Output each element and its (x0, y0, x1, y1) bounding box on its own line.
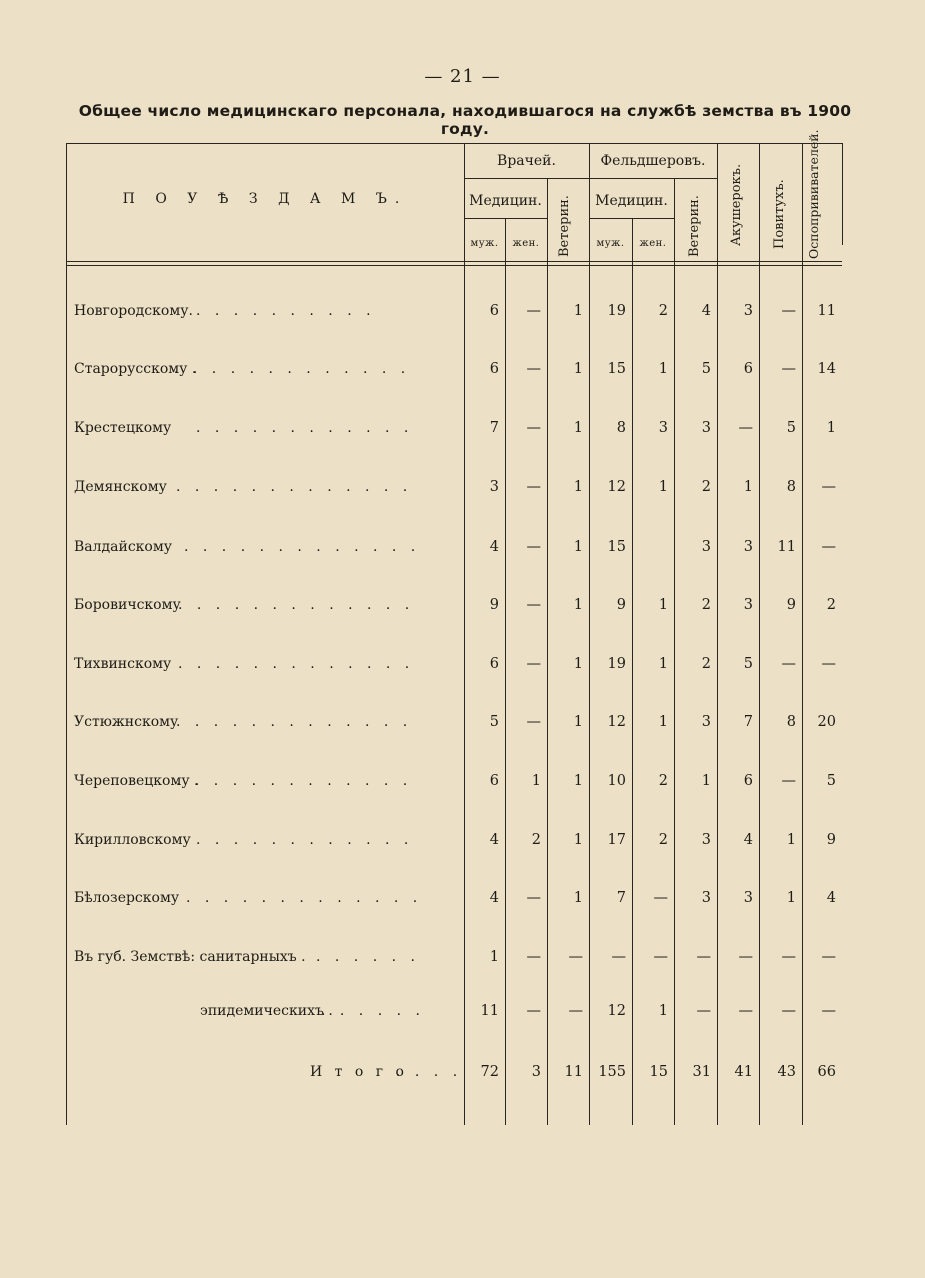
cell-value: 9 (786, 597, 796, 613)
page-number: — 21 — (424, 66, 501, 87)
cell-value: 12 (607, 479, 626, 495)
table-row (66, 832, 842, 856)
cell-value: 7 (489, 420, 499, 436)
cell-value: — (821, 479, 836, 495)
cell-value: 1 (573, 890, 583, 906)
cell-value: — (526, 479, 541, 495)
leader-dots: . . . . . . . . . . . . . (186, 890, 423, 906)
cell-value: 66 (817, 1064, 836, 1080)
doctors-medical-header: Медицин. (469, 193, 542, 209)
cell-value: 15 (607, 361, 626, 377)
cell-value: 2 (826, 597, 836, 613)
staff-table (66, 129, 842, 1125)
leader-dots: . . . . . . . . . . . . . (184, 539, 421, 555)
header-line (464, 218, 547, 219)
cell-value: 1 (573, 714, 583, 730)
cell-value: 6 (489, 656, 499, 672)
col-line (802, 143, 803, 1125)
table-row (66, 361, 842, 385)
col-line (842, 143, 843, 245)
cell-value: 1 (489, 949, 499, 965)
cell-value: — (653, 949, 668, 965)
row-label: Череповецкому . (74, 773, 199, 789)
row-label: Устюжнскому (74, 714, 179, 730)
leader-dots: . . . . . . . . . . . . (196, 420, 414, 436)
cell-value: — (526, 656, 541, 672)
page-title: Общее число медицинскаго персонала, находившагося на службѣ земства въ 1900 году. (78, 102, 852, 138)
cell-value: 4 (489, 832, 499, 848)
cell-value: — (568, 1003, 583, 1019)
table-row (66, 1003, 842, 1027)
table-row (66, 714, 842, 738)
cell-value: 3 (489, 479, 499, 495)
cell-value: 3 (743, 890, 753, 906)
leader-dots: . . . . . . . . . . . . (196, 832, 414, 848)
cell-value: 1 (573, 303, 583, 319)
table-row (66, 420, 842, 444)
cell-value: 1 (573, 479, 583, 495)
cell-value: 4 (489, 890, 499, 906)
cell-value: 6 (489, 361, 499, 377)
cell-value: 1 (658, 597, 668, 613)
cell-value: — (526, 714, 541, 730)
cell-value: 2 (701, 656, 711, 672)
cell-value: — (781, 303, 796, 319)
cell-value: 1 (658, 656, 668, 672)
cell-value: 2 (658, 832, 668, 848)
cell-value: 3 (743, 597, 753, 613)
table-row (66, 656, 842, 680)
cell-value: 1 (658, 479, 668, 495)
cell-value: — (781, 1003, 796, 1019)
district-header: П О У Ѣ З Д А М Ъ. (122, 191, 408, 207)
cell-value: 3 (701, 890, 711, 906)
vaccinators-header-text: Оспопрививателей. (806, 129, 821, 259)
cell-value: 72 (480, 1064, 499, 1080)
feldshers-male-header: муж. (596, 238, 625, 249)
cell-value: — (821, 1003, 836, 1019)
table-row (66, 303, 842, 327)
cell-value: 4 (743, 832, 753, 848)
header-top-line (66, 143, 842, 144)
cell-value: 1 (573, 656, 583, 672)
cell-value: — (821, 949, 836, 965)
leader-dots: . . . . . . (321, 1003, 425, 1019)
cell-value: 2 (658, 773, 668, 789)
cell-value: 1 (743, 479, 753, 495)
cell-value: 11 (564, 1064, 583, 1080)
cell-value: 14 (817, 361, 836, 377)
cell-value: 1 (658, 714, 668, 730)
cell-value: 17 (607, 832, 626, 848)
cell-value: — (611, 949, 626, 965)
cell-value: 5 (826, 773, 836, 789)
cell-value: — (821, 539, 836, 555)
col-line (759, 143, 760, 1125)
feldshers-veterinary-header: Ветерин. (687, 195, 702, 257)
cell-value: 3 (658, 420, 668, 436)
cell-value: 1 (786, 890, 796, 906)
cell-value: 1 (573, 597, 583, 613)
table-row (66, 949, 842, 973)
col-line (717, 143, 718, 1125)
col-line (66, 143, 67, 1125)
table-row (66, 773, 842, 797)
cell-value: — (526, 890, 541, 906)
cell-value: 8 (786, 479, 796, 495)
doctors-veterinary-header: Ветерин. (557, 195, 572, 257)
table-row (66, 890, 842, 914)
cell-value: 20 (817, 714, 836, 730)
cell-value: 2 (701, 479, 711, 495)
cell-value: 15 (607, 539, 626, 555)
cell-value: 19 (607, 303, 626, 319)
cell-value: 3 (743, 539, 753, 555)
cell-value: — (526, 539, 541, 555)
cell-value: — (696, 1003, 711, 1019)
row-label: эпидемическихъ . (200, 1003, 333, 1019)
row-label: Демянскому (74, 479, 167, 495)
table-row (66, 479, 842, 503)
cell-value: 3 (743, 303, 753, 319)
cell-value: — (526, 361, 541, 377)
header-line (464, 178, 717, 179)
feldshers-header: Фельдшеровъ. (600, 153, 706, 169)
row-label: Старорусскому . (74, 361, 197, 377)
leader-dots: . . . . . . . . . . . . . (178, 597, 415, 613)
cell-value: 4 (701, 303, 711, 319)
leader-dots: . . . . . . . . . . . . . (178, 656, 415, 672)
leader-dots: . . . . . . . . . . . . . (176, 479, 413, 495)
cell-value: — (653, 890, 668, 906)
cell-value: 2 (701, 597, 711, 613)
cell-value: 11 (480, 1003, 499, 1019)
feldshers-female-header: жен. (639, 238, 667, 249)
col-line (464, 143, 465, 1125)
cell-value: 9 (826, 832, 836, 848)
row-label: Тихвинскому (74, 656, 172, 672)
cell-value: — (526, 1003, 541, 1019)
row-label: Крестецкому (74, 420, 172, 436)
cell-value: 6 (743, 773, 753, 789)
leader-dots: . . . . . . . . . . . . . (174, 361, 411, 377)
cell-value: — (526, 597, 541, 613)
header-bottom-line (66, 261, 842, 262)
cell-value: — (738, 1003, 753, 1019)
cell-value: 5 (743, 656, 753, 672)
leader-dots: . . . . (396, 1064, 463, 1080)
row-label: И т о г о (310, 1064, 408, 1080)
cell-value: 4 (489, 539, 499, 555)
cell-value: 7 (616, 890, 626, 906)
cell-value: 8 (616, 420, 626, 436)
cell-value: 19 (607, 656, 626, 672)
row-label: Въ губ. Земствѣ: санитарныхъ . (74, 949, 306, 965)
cell-value: 1 (786, 832, 796, 848)
header-line (589, 218, 674, 219)
cell-value: 5 (489, 714, 499, 730)
row-label: Боровичскому (74, 597, 181, 613)
leader-dots: . . . . . . . . . . . . . (176, 714, 413, 730)
row-label: Новгородскому. (74, 303, 193, 319)
table-row (66, 539, 842, 563)
cell-value: 12 (607, 1003, 626, 1019)
cell-value: 1 (531, 773, 541, 789)
feldshers-medical-header: Медицин. (595, 193, 668, 209)
cell-value: 11 (777, 539, 796, 555)
cell-value: 6 (743, 361, 753, 377)
cell-value: 6 (489, 303, 499, 319)
doctors-female-header: жен. (512, 238, 540, 249)
cell-value: 10 (607, 773, 626, 789)
cell-value: — (526, 949, 541, 965)
row-label: Бѣлозерскому (74, 890, 180, 906)
cell-value: — (568, 949, 583, 965)
cell-value: 5 (786, 420, 796, 436)
cell-value: — (821, 656, 836, 672)
cell-value: 12 (607, 714, 626, 730)
cell-value: — (738, 949, 753, 965)
cell-value: — (781, 361, 796, 377)
cell-value: 1 (826, 420, 836, 436)
cell-value: 1 (573, 773, 583, 789)
cell-value: 1 (573, 539, 583, 555)
header-bottom-line (66, 265, 842, 266)
doctors-male-header: муж. (470, 238, 499, 249)
cell-value: 1 (658, 1003, 668, 1019)
cell-value: 1 (573, 420, 583, 436)
table-row (66, 1064, 842, 1088)
cell-value: — (781, 773, 796, 789)
cell-value: 9 (489, 597, 499, 613)
row-label: Кирилловскому (74, 832, 191, 848)
cell-value: — (738, 420, 753, 436)
cell-value: — (781, 656, 796, 672)
cell-value: 1 (658, 361, 668, 377)
cell-value: — (526, 303, 541, 319)
cell-value: 1 (573, 832, 583, 848)
cell-value: 1 (701, 773, 711, 789)
cell-value: 15 (649, 1064, 668, 1080)
cell-value: 4 (826, 890, 836, 906)
cell-value: 8 (786, 714, 796, 730)
cell-value: 3 (701, 714, 711, 730)
doctors-header: Врачей. (497, 153, 556, 169)
leader-dots: . . . . . . . . . . (196, 303, 376, 319)
table-row (66, 597, 842, 621)
cell-value: 3 (701, 832, 711, 848)
cell-value: 41 (734, 1064, 753, 1080)
cell-value: 3 (701, 539, 711, 555)
povitukhi-header: Повитухъ. (772, 179, 787, 249)
cell-value: — (696, 949, 711, 965)
midwives-header: Акушерокъ. (729, 163, 744, 247)
cell-value: 3 (531, 1064, 541, 1080)
cell-value: 2 (658, 303, 668, 319)
cell-value: 11 (817, 303, 836, 319)
leader-dots: . . . . . . (316, 949, 420, 965)
row-label: Валдайскому (74, 539, 172, 555)
cell-value: — (526, 420, 541, 436)
cell-value: — (781, 949, 796, 965)
cell-value: 5 (701, 361, 711, 377)
vaccinators-header (806, 129, 837, 259)
cell-value: 43 (777, 1064, 796, 1080)
cell-value: 31 (692, 1064, 711, 1080)
cell-value: 3 (701, 420, 711, 436)
cell-value: 155 (598, 1064, 626, 1080)
cell-value: 6 (489, 773, 499, 789)
cell-value: 9 (616, 597, 626, 613)
col-line (589, 143, 590, 1125)
cell-value: 2 (531, 832, 541, 848)
cell-value: 1 (573, 361, 583, 377)
cell-value: 7 (743, 714, 753, 730)
leader-dots: . . . . . . . . . . . . . (176, 773, 413, 789)
